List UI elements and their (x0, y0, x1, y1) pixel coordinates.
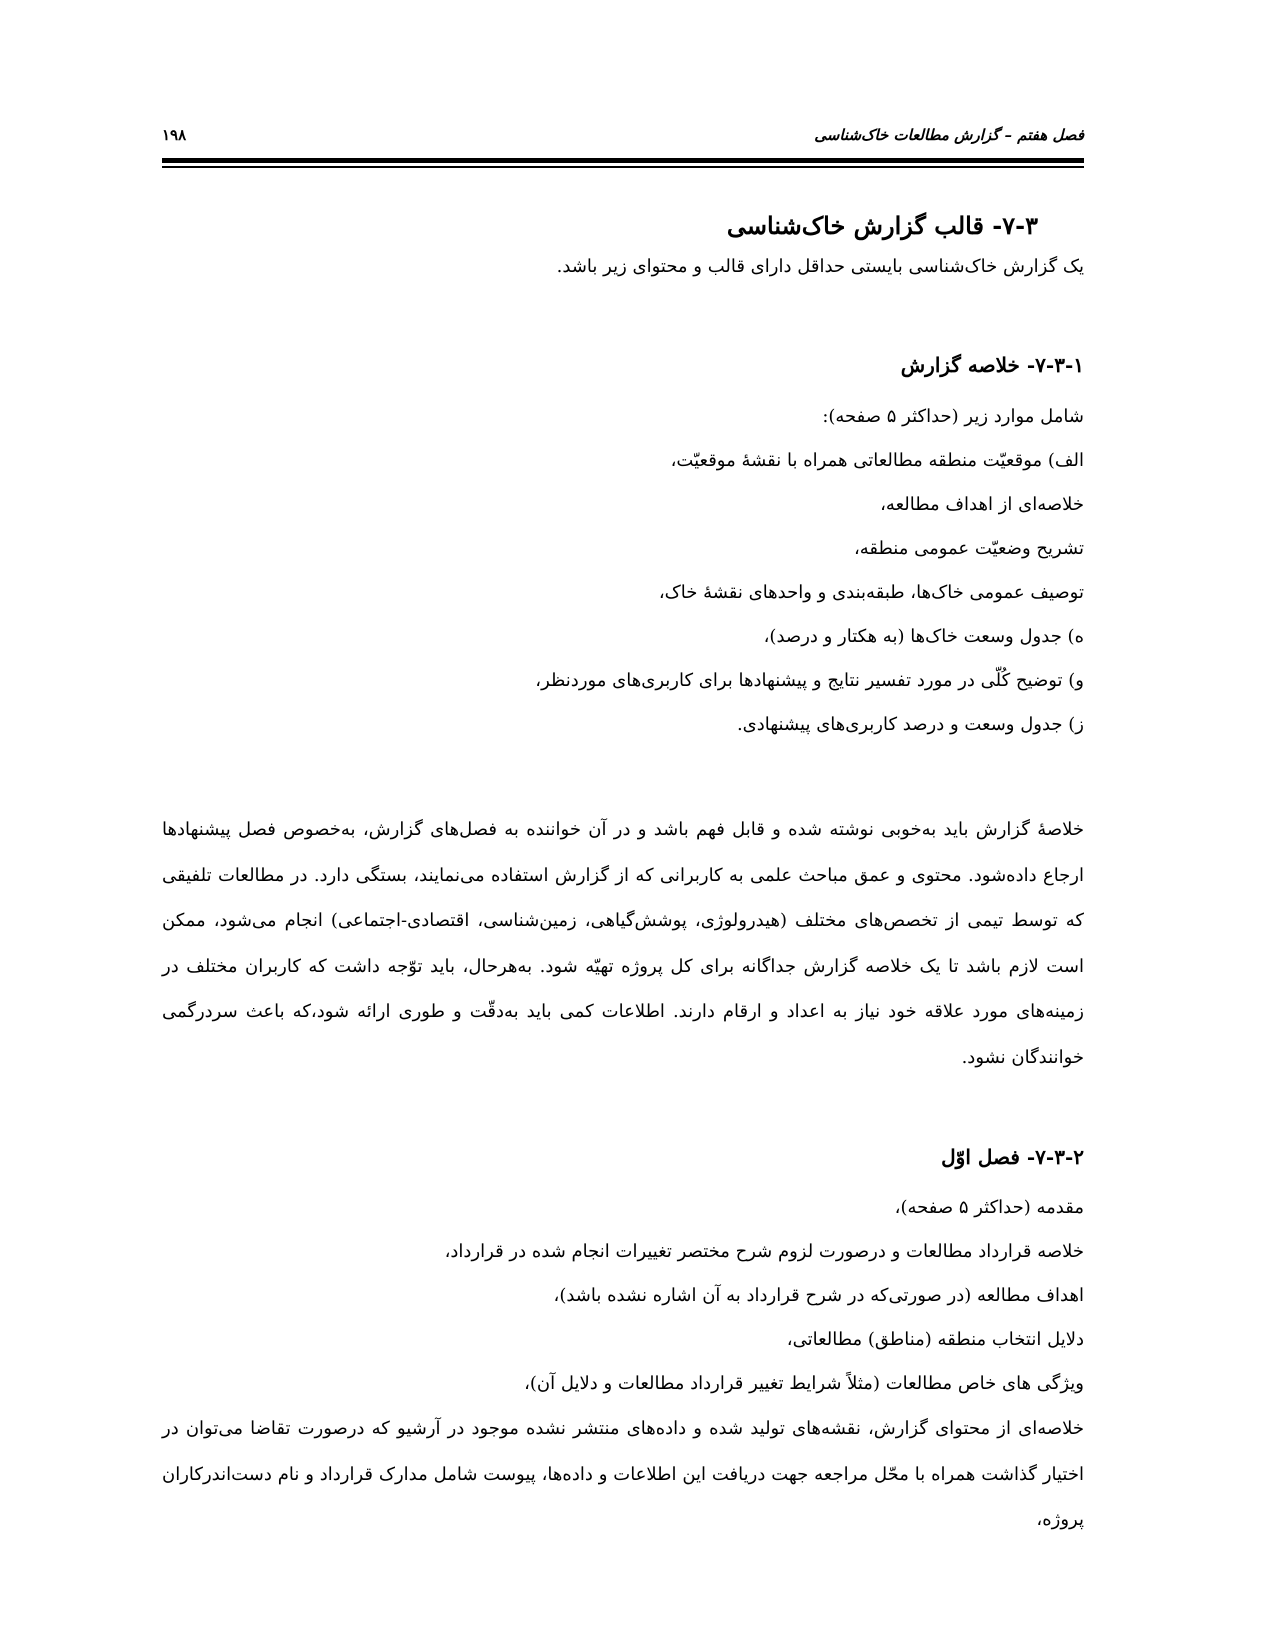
summary-lead: شامل موارد زیر (حداکثر ۵ صفحه): (822, 405, 1084, 427)
document-page (162, 0, 1084, 1650)
chapter-one-list (162, 1186, 1084, 1406)
subsection-title-summary: ۷-۳-۱- خلاصه گزارش (900, 352, 1084, 377)
chapter-title: فصل هفتم – گزارش مطالعات خاک‌شناسی (814, 126, 1084, 144)
section-title: ۷-۳- قالب گزارش خاک‌شناسی (726, 211, 1038, 240)
list-item: مقدمه (حداکثر ۵ صفحه)، (894, 1197, 1084, 1218)
header-rule-thin (162, 166, 1084, 168)
list-item: الف) موقعیّت منطقه مطالعاتی همراه با نقشهٔ موقعیّت، (670, 450, 1084, 471)
list-item: ز) جدول وسعت و درصد کاربری‌های پیشنهادی. (736, 714, 1084, 735)
list-item: توصیف عمومی خاک‌ها، طبقه‌بندی و واحدهای نقشهٔ خاک، (658, 582, 1084, 603)
list-item: اهداف مطالعه (در صورتی‌که در شرح قرارداد به آن اشاره نشده باشد)، (553, 1285, 1084, 1306)
summary-list (162, 439, 1084, 747)
subsection-title-chapter-one: ۷-۳-۲- فصل اوّل (941, 1145, 1084, 1169)
list-item: خلاصه‌ای از اهداف مطالعه، (880, 494, 1084, 515)
section-intro: یک گزارش خاک‌شناسی بایستی حداقل دارای قالب و محتوای زیر باشد. (556, 256, 1084, 277)
list-item: تشریح وضعیّت عمومی منطقه، (853, 538, 1084, 559)
list-item: ه) جدول وسعت خاک‌ها (به هکتار و درصد)، (763, 626, 1084, 647)
running-header (162, 126, 1084, 150)
chapter-one-paragraph: خلاصه‌ای از محتوای گزارش، نقشه‌های تولید شده و داده‌های منتشر نشده موجود در آرشیو که درصورت تقاضا می‌توان در اختیار گذاشت همراه با محّل مراجعه جهت دریافت این اطلاعات و داده‌ها، پیوست شامل مدارک قرارداد و نام دست‌اندرکاران پروژه، (162, 1418, 1084, 1530)
list-item: ویژگی‌ های خاص مطالعات (مثلاً شرایط تغییر قرارداد مطالعات و دلایل آن)، (524, 1373, 1084, 1394)
summary-paragraph: خلاصهٔ گزارش باید به‌خوبی نوشته شده و قابل فهم باشد و در آن خواننده به فصل‌های گزارش، به‌خصوص فصل پیشنهادها ارجاع داده‌شود. محتوی و عمق مباحث علمی به کاربرانی که از گزارش استفاده می‌نمایند، بستگی دارد. در مطالعات تلفیقی که توسط تیمی از تخصص‌های مختلف (هیدرولوژی، پوشش‌گیاهی، زمین‌شناسی، اقتصادی-اجتماعی) انجام می‌شود، ممکن است لازم باشد تا یک خلاصه گزارش جداگانه برای کل پروژه تهیّه شود. به‌هرحال، باید توّجه داشت که کاربران مختلف در زمینه‌های مورد علاقه خود نیاز به اعداد و ارقام دارند. اطلاعات کمی باید به‌دقّت و طوری ارائه شود،که باعث سردرگمی خوانندگان نشود. (162, 819, 1084, 1068)
list-item: و) توضیح کُلّی در مورد تفسیر نتایج و پیشنهادها برای کاربری‌های موردنظر، (535, 670, 1084, 691)
header-rule-thick (162, 158, 1084, 163)
page-body (162, 208, 1084, 1543)
list-item: دلایل انتخاب منطقه (مناطق) مطالعاتی، (786, 1329, 1084, 1350)
list-item: خلاصه قرارداد مطالعات و درصورت لزوم شرح مختصر تغییرات انجام شده در قرارداد، (444, 1241, 1084, 1262)
page-number: ۱۹۸ (162, 126, 187, 144)
